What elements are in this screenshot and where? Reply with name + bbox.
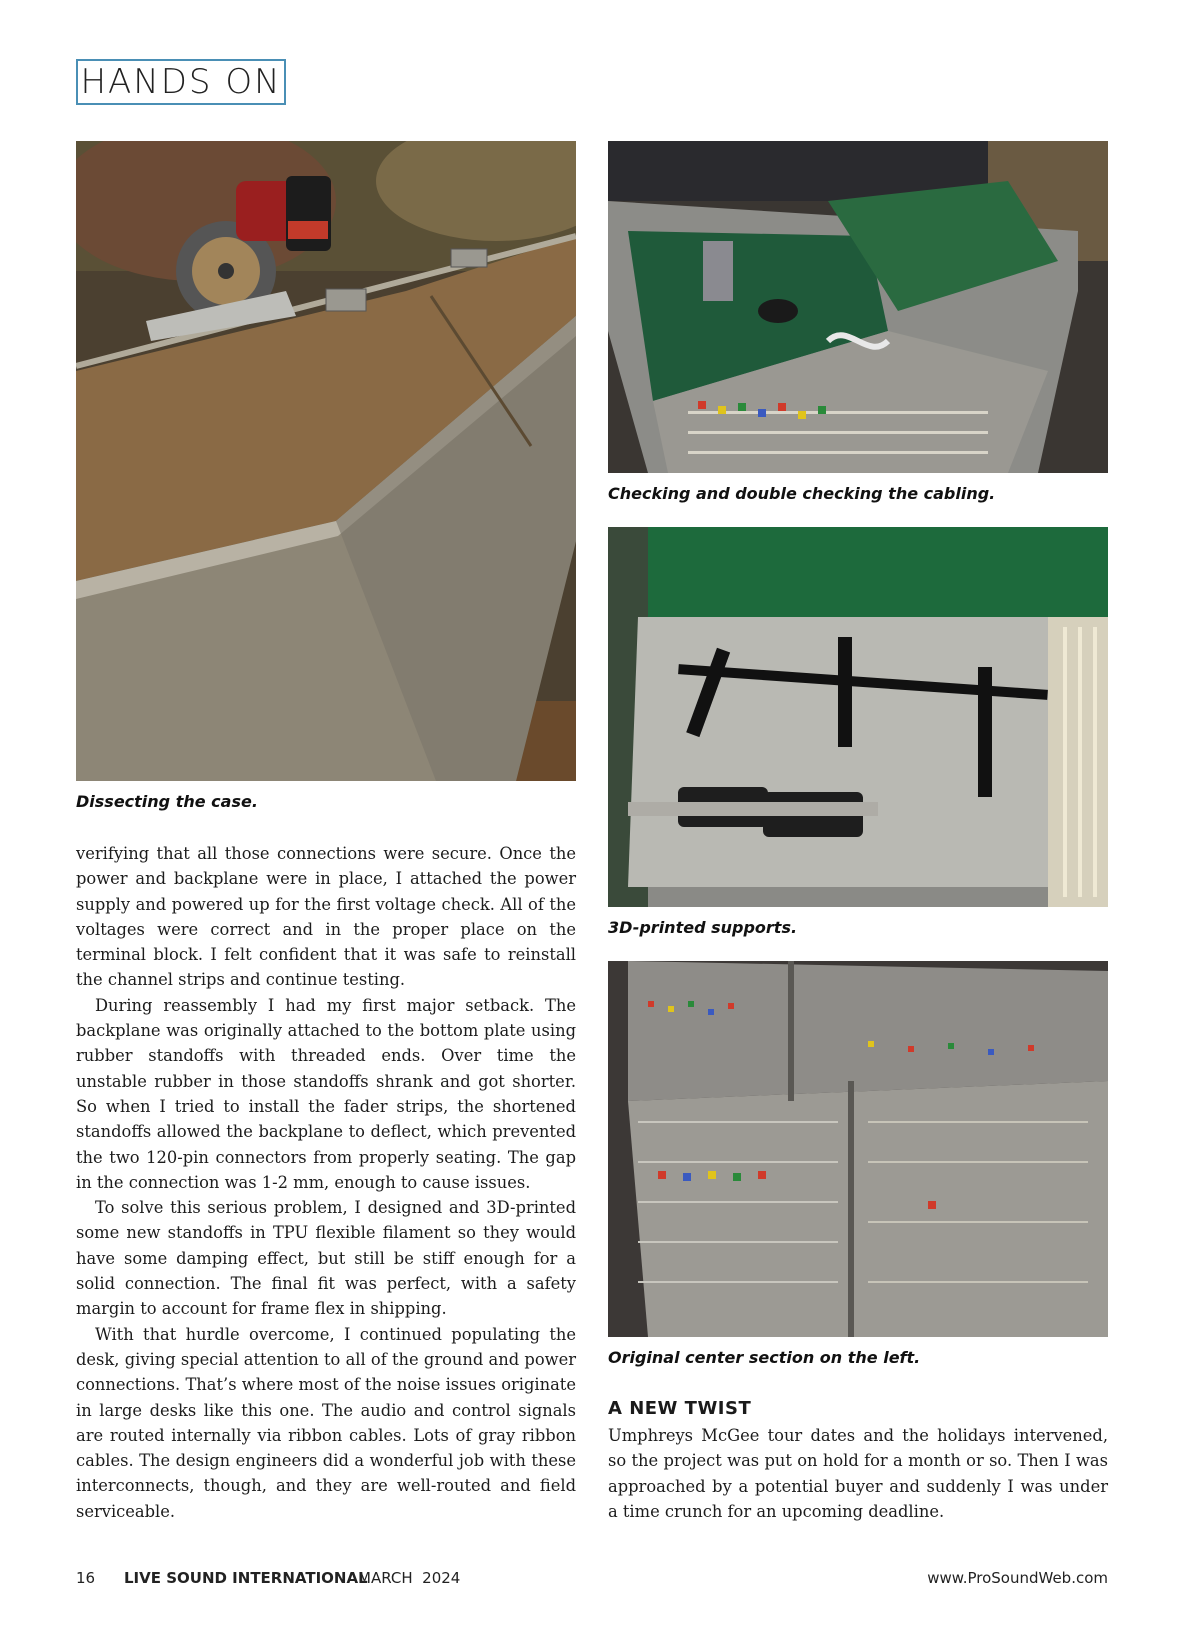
page-number: 16 [76, 1569, 96, 1587]
caption-supports: 3D-printed supports. [608, 918, 798, 937]
paragraph: Umphreys McGee tour dates and the holidays intervened, so the project was put on hold for a month or so. Then I was approached by a potential buyer and suddenly I was under a time crunch for an upcoming deadline. [608, 1426, 1108, 1521]
paragraph: To solve this serious problem, I designed and 3D-printed some new standoffs in TPU flexible filament so they would have some damping effect, but still be stiff enough for a solid connection. The final fit was perfect, with a safety margin to account for frame flex in shipping. [76, 1198, 576, 1319]
section-label: HANDS ON [76, 59, 286, 105]
footer [76, 1569, 1108, 1589]
article-right-column [608, 1423, 1108, 1524]
publication-name: LIVE SOUND INTERNATIONAL [124, 1569, 368, 1587]
caption-case-dissection: Dissecting the case. [76, 792, 258, 811]
supports-photo [608, 527, 1108, 907]
center-section-photo [608, 961, 1108, 1337]
case-dissection-photo [76, 141, 576, 781]
paragraph: verifying that all those connections were secure. Once the power and backplane were in place, I attached the power supply and powered up for the first voltage check. All of the voltages were correct and in the proper place on the terminal block. I felt confident that it was safe to reinstall the channel strips and continue testing. [76, 844, 576, 990]
issue-date: MARCH 2024 [358, 1569, 461, 1587]
paragraph: During reassembly I had my first major setback. The backplane was originally attached to the bottom plate using rubber standoffs with threaded ends. Over time the unstable rubber in those standoffs shrank and got shorter. So when I tried to install the fader strips, the shortened standoffs allowed the backplane to deflect, which prevented the two 120-pin connectors from properly seating. The gap in the connection was 1-2 mm, enough to cause issues. [76, 995, 576, 1192]
paragraph: With that hurdle overcome, I continued populating the desk, giving special attention to all of the ground and power connections. That’s where most of the noise issues originate in large desks like this one. The audio and control signals are routed internally via ribbon cables. Lots of gray ribbon cables. The design engineers did a wonderful job with these interconnects, though, and they are well-routed and field serviceable. [76, 1324, 576, 1521]
caption-center-section: Original center section on the left. [608, 1348, 921, 1367]
website-link[interactable]: www.ProSoundWeb.com [927, 1569, 1108, 1587]
article-left-column [76, 841, 576, 1524]
caption-cabling: Checking and double checking the cabling. [608, 484, 996, 503]
subhead: A NEW TWIST [608, 1398, 752, 1419]
cabling-photo [608, 141, 1108, 473]
